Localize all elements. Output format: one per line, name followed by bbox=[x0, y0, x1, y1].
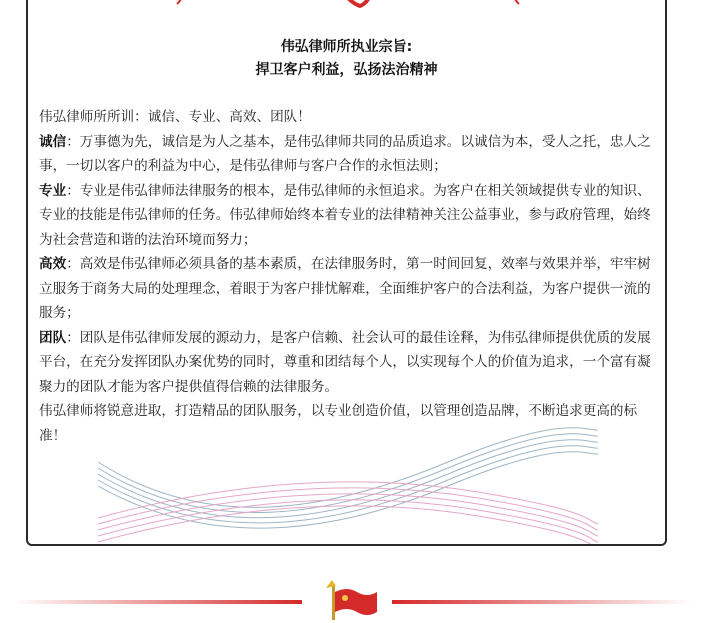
section-text: ：团队是伟弘律师发展的源动力，是客户信赖、社会认可的最佳诠释，为伟弘律师提供优质的发展平台，在充分发挥团队办案优势的同时，尊重和团结每个人，以实现每个人的价值为追求，一个富有凝聚力的团队才能为客户提供值得信赖的法律服务。 bbox=[39, 329, 651, 395]
heading-subtitle: 捍卫客户利益，弘扬法治精神 bbox=[255, 62, 438, 78]
content-card bbox=[26, 0, 667, 546]
intro-line: 伟弘律师所所训：诚信、专业、高效、团队！ bbox=[39, 109, 311, 125]
section-team bbox=[39, 326, 659, 400]
section-term: 诚信 bbox=[39, 133, 67, 150]
section-term: 高效 bbox=[39, 256, 67, 272]
section-term: 专业 bbox=[39, 182, 67, 199]
party-flag-icon bbox=[326, 580, 377, 620]
red-swoosh-icon bbox=[28, 0, 665, 12]
section-integrity bbox=[39, 130, 659, 179]
bottom-divider bbox=[0, 570, 706, 623]
section-efficiency bbox=[39, 252, 659, 326]
section-professional bbox=[39, 179, 659, 253]
section-text: ：万事德为先，诚信是为人之基本，是伟弘律师共同的品质追求。以诚信为本，受人之托，忠人之事，一切以客户的利益为中心，是伟弘律师与客户合作的永恒法则； bbox=[39, 133, 651, 174]
heading-title: 伟弘律师所执业宗旨: bbox=[280, 39, 413, 55]
section-text: ：高效是伟弘律师必须具备的基本素质，在法律服务时，第一时间回复，效率与效果并举，牢牢树立服务于商务大局的处理理念，着眼于为客户排忧解难，全面维护客户的合法利益，为客户提供一流的服务； bbox=[39, 256, 651, 321]
closing-line: 伟弘律师将锐意进取，打造精品的团队服务，以专业创造价值，以管理创造品牌，不断追求更高的标准！ bbox=[39, 403, 638, 444]
body-text bbox=[39, 105, 659, 448]
section-term: 团队 bbox=[39, 329, 67, 346]
wave-decoration bbox=[28, 422, 667, 546]
section-text: ：专业是伟弘律师法律服务的根本，是伟弘律师的永恒追求。为客户在相关领域提供专业的知识、专业的技能是伟弘律师的任务。伟弘律师始终本着专业的法律精神关注公益事业，参与政府管理，始终为社会营造和谐的法治环境而努力； bbox=[39, 182, 651, 248]
